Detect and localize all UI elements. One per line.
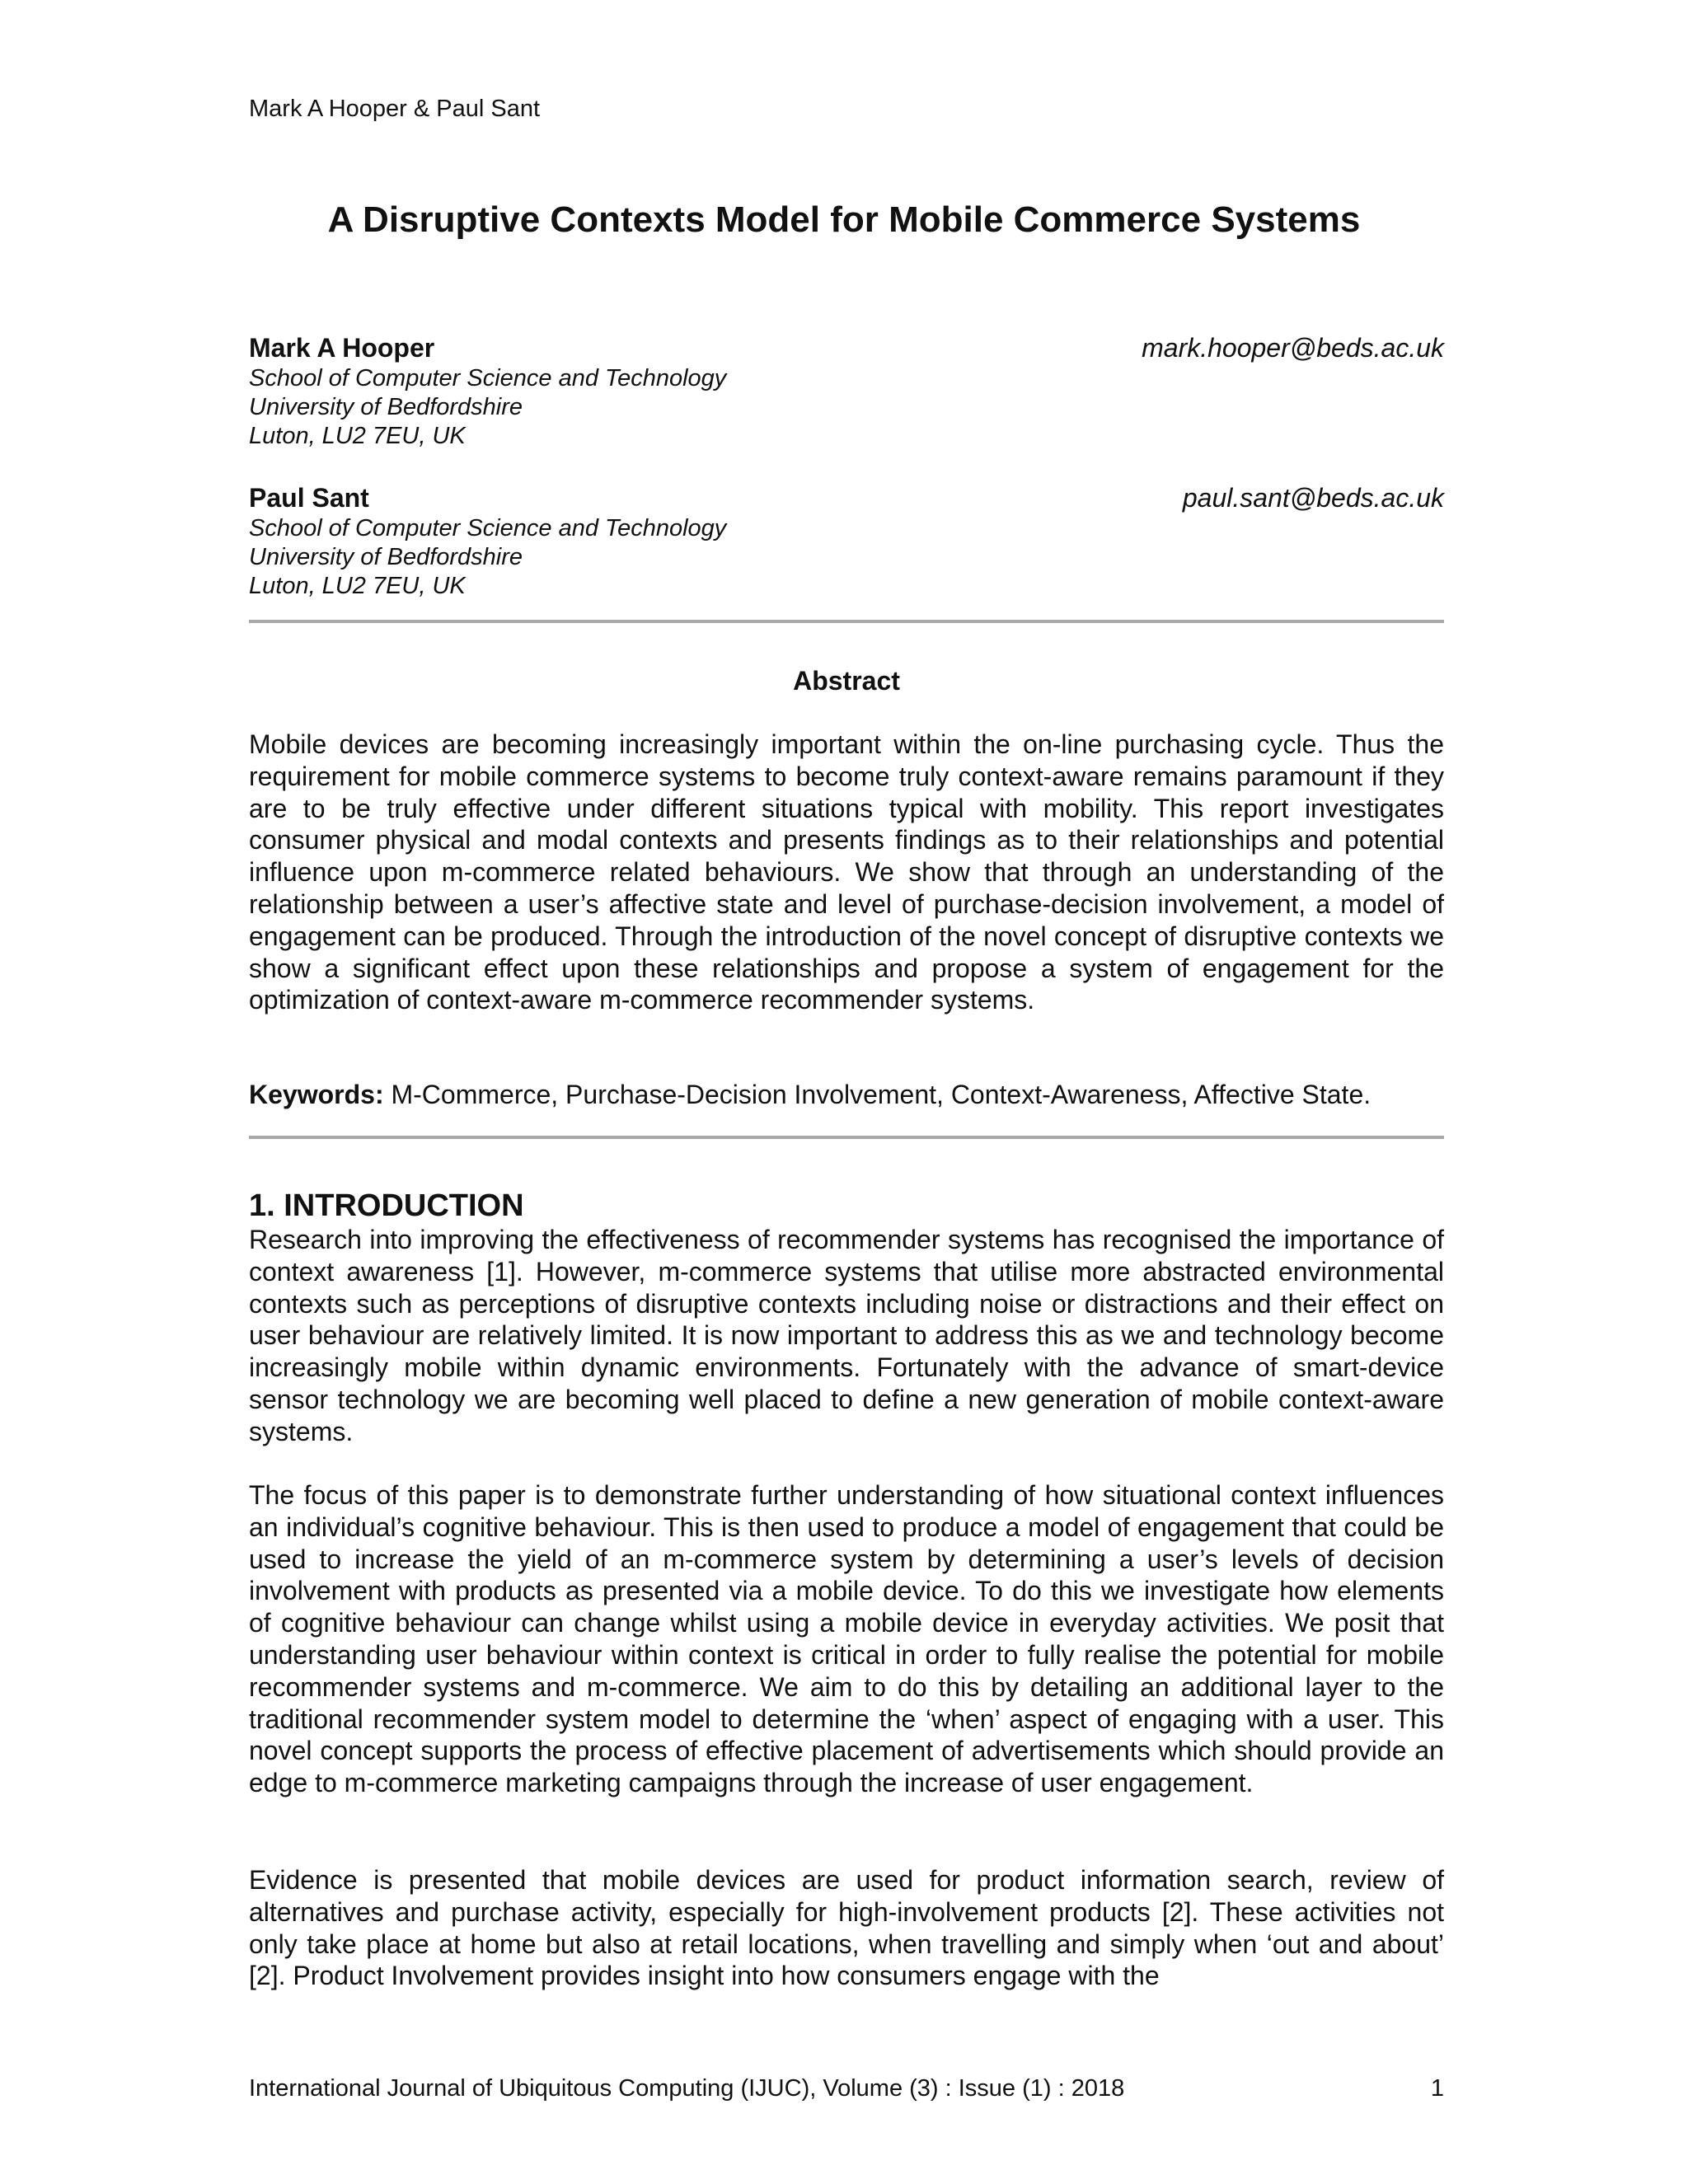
abstract-text: Mobile devices are becoming increasingly important within the on-line purchasing cycle. Thus the requirement for mobile commerce systems to become truly context-aware remains paramount if they are to be truly effective under different situations typical with mobility. This report investigates consumer physical and modal contexts and presents findings as to their relationships and potential influence upon m-commerce related behaviours. We show that through an understanding of the relationship between a user’s affective state and level of purchase-decision involvement, a model of engagement can be produced. Through the introduction of the novel concept of disruptive contexts we show a significant effect upon these relationships and propose a system of engagement for the optimization of context-aware m-commerce recommender systems. (249, 729, 1444, 1015)
author-email: paul.sant@beds.ac.uk (1182, 483, 1444, 513)
abstract-heading: Abstract (793, 666, 900, 696)
author-name: Mark A Hooper (249, 333, 435, 363)
running-head: Mark A Hooper & Paul Sant (249, 96, 541, 122)
author-name: Paul Sant (249, 483, 369, 513)
author-email: mark.hooper@beds.ac.uk (1142, 333, 1444, 363)
section-heading-introduction: 1. INTRODUCTION (249, 1188, 524, 1223)
intro-paragraph-3: Evidence is presented that mobile devices are used for product information search, review of alternatives and purchase activity, especially for high-involvement products [2]. These activities not only take place at home but also at retail locations, when travelling and simply when ‘out and about’ [2]. Product Involvement provides insight into how consumers engage with the (249, 1865, 1444, 1991)
footer-page-number: 1 (1430, 2075, 1444, 2102)
keywords (249, 1079, 1444, 1111)
footer-journal: International Journal of Ubiquitous Computing (IJUC), Volume (3) : Issue (1) : 2018 (249, 2075, 1125, 2102)
horizontal-rule-bottom (249, 1136, 1444, 1139)
horizontal-rule-top (249, 620, 1444, 623)
keywords-label: Keywords: (249, 1080, 384, 1109)
author-affiliation-university: University of Bedfordshire (249, 544, 523, 570)
intro-paragraph-1: Research into improving the effectiveness of recommender systems has recognised the importance of context awareness [1]. However, m-commerce systems that utilise more abstracted environmental contexts such as perceptions of disruptive contexts including noise or distractions and their effect on user behaviour are relatively limited. It is now important to address this as we and technology become increasingly mobile within dynamic environments. Fortunately with the advance of smart-device sensor technology we are becoming well placed to define a new generation of mobile context-aware systems. (249, 1225, 1444, 1446)
author-affiliation-school: School of Computer Science and Technology (249, 365, 727, 391)
author-affiliation-school: School of Computer Science and Technology (249, 515, 727, 541)
paper-title: A Disruptive Contexts Model for Mobile Commerce Systems (327, 199, 1361, 240)
author-block-hooper (249, 331, 1444, 451)
author-affiliation-address: Luton, LU2 7EU, UK (249, 423, 466, 449)
author-affiliation-university: University of Bedfordshire (249, 394, 523, 420)
intro-paragraph-2: The focus of this paper is to demonstrate further understanding of how situational context influences an individual’s cognitive behaviour. This is then used to produce a model of engagement that could be used to increase the yield of an m-commerce system by determining a user’s levels of decision involvement with products as presented via a mobile device. To do this we investigate how elements of cognitive behaviour can change whilst using a mobile device in everyday activities. We posit that understanding user behaviour within context is critical in order to fully realise the potential for mobile recommender systems and m-commerce. We aim to do this by detailing an additional layer to the traditional recommender system model to determine the ‘when’ aspect of engaging with a user. This novel concept supports the process of effective placement of advertisements which should provide an edge to m-commerce marketing campaigns through the increase of user engagement. (249, 1480, 1444, 1798)
keywords-text: M-Commerce, Purchase-Decision Involvement, Context-Awareness, Affective State. (383, 1080, 1372, 1109)
author-affiliation-address: Luton, LU2 7EU, UK (249, 573, 466, 599)
author-block-sant (249, 481, 1444, 601)
